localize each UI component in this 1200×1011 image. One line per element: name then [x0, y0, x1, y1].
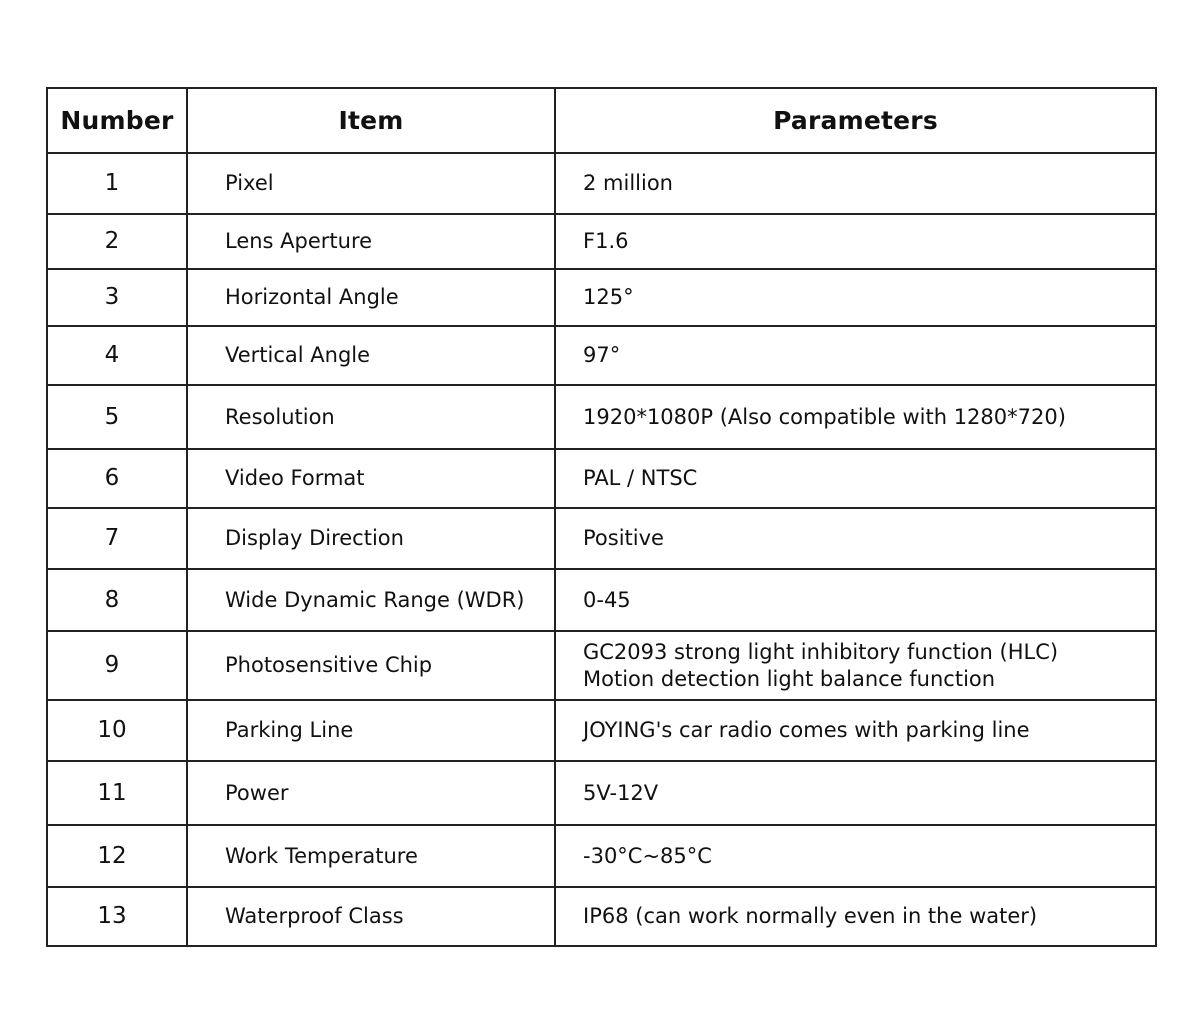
table-row: [47, 700, 1156, 761]
row-item: Pixel: [187, 153, 555, 214]
parameter-line: Motion detection light balance function: [583, 666, 996, 691]
row-item: Lens Aperture: [187, 214, 555, 269]
row-number: 9: [47, 631, 187, 700]
table-row: [47, 153, 1156, 214]
spec-table: [46, 87, 1157, 947]
row-number: 7: [47, 508, 187, 569]
parameter-line: F1.6: [583, 229, 629, 253]
row-number: 5: [47, 385, 187, 449]
parameter-line: 97°: [583, 343, 621, 367]
header-number: Number: [47, 88, 187, 153]
row-item: Display Direction: [187, 508, 555, 569]
parameter-line: IP68 (can work normally even in the water): [583, 904, 1038, 928]
row-parameters: [555, 214, 1156, 269]
row-item: Video Format: [187, 449, 555, 508]
parameter-line: PAL / NTSC: [583, 466, 698, 490]
row-item: Wide Dynamic Range (WDR): [187, 569, 555, 631]
table-row: [47, 508, 1156, 569]
row-parameters: [555, 700, 1156, 761]
row-number: 1: [47, 153, 187, 214]
row-parameters: [555, 153, 1156, 214]
parameter-line: 2 million: [583, 171, 673, 195]
row-item: Photosensitive Chip: [187, 631, 555, 700]
table-row: [47, 887, 1156, 946]
row-number: 3: [47, 269, 187, 326]
row-parameters: [555, 385, 1156, 449]
row-number: 12: [47, 825, 187, 887]
row-parameters: [555, 631, 1156, 700]
table-row: [47, 269, 1156, 326]
row-number: 2: [47, 214, 187, 269]
row-number: 8: [47, 569, 187, 631]
row-item: Horizontal Angle: [187, 269, 555, 326]
table-row: [47, 761, 1156, 825]
row-item: Work Temperature: [187, 825, 555, 887]
row-parameters: [555, 825, 1156, 887]
parameter-line: GC2093 strong light inhibitory function (HLC): [583, 639, 1059, 664]
row-parameters: [555, 761, 1156, 825]
row-number: 13: [47, 887, 187, 946]
table-row: [47, 449, 1156, 508]
table-row: [47, 385, 1156, 449]
parameter-line: 125°: [583, 285, 634, 309]
parameter-line: 1920*1080P (Also compatible with 1280*720): [583, 404, 1066, 429]
row-parameters: [555, 449, 1156, 508]
row-item: Vertical Angle: [187, 326, 555, 385]
parameter-line: 0-45: [583, 587, 631, 612]
parameter-line: JOYING's car radio comes with parking line: [583, 718, 1030, 742]
header-item: Item: [187, 88, 555, 153]
table-row: [47, 569, 1156, 631]
table-body: [47, 153, 1156, 946]
row-parameters: [555, 887, 1156, 946]
header-parameters: Parameters: [555, 88, 1156, 153]
row-number: 6: [47, 449, 187, 508]
table-header-row: [47, 88, 1156, 153]
table-row: [47, 631, 1156, 700]
table-row: [47, 825, 1156, 887]
row-number: 11: [47, 761, 187, 825]
row-parameters: [555, 269, 1156, 326]
parameter-line: Positive: [583, 526, 664, 550]
row-parameters: [555, 569, 1156, 631]
row-item: Waterproof Class: [187, 887, 555, 946]
parameter-line: -30°C~85°C: [583, 843, 712, 868]
row-number: 10: [47, 700, 187, 761]
parameter-line: 5V-12V: [583, 780, 659, 805]
row-item: Parking Line: [187, 700, 555, 761]
row-parameters: [555, 508, 1156, 569]
table-row: [47, 214, 1156, 269]
row-number: 4: [47, 326, 187, 385]
row-item: Power: [187, 761, 555, 825]
row-item: Resolution: [187, 385, 555, 449]
table-row: [47, 326, 1156, 385]
row-parameters: [555, 326, 1156, 385]
